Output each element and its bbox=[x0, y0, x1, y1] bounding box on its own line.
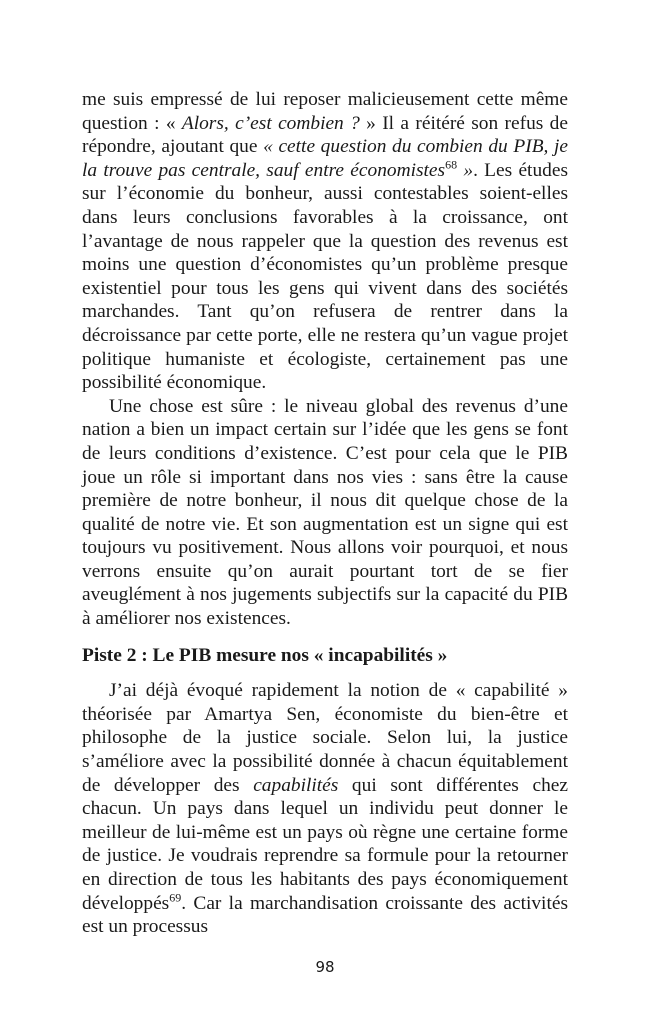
footnote-ref-69[interactable]: 69 bbox=[169, 890, 182, 905]
section-heading: Piste 2 : Le PIB mesure nos « incapabilités » bbox=[82, 644, 448, 666]
para3-emphasis-capabilites: capabilités bbox=[253, 774, 339, 796]
paragraph-3 bbox=[82, 679, 568, 939]
page-number: 98 bbox=[315, 958, 335, 976]
para3-text-b: qui sont différentes chez chacun. Un pays dans lequel un individu peut donner le meilleur de lui-même est un pays où règne une certaine forme de justice. Je voudrais reprendre sa formule pour la retourner en direction de tous les habitants des pays économiquement développés bbox=[82, 774, 568, 914]
para1-text-a: me suis empressé de lui reposer malicieusement cette même question : « bbox=[82, 89, 568, 134]
para1-quote-question: Alors, c’est combien ? bbox=[181, 112, 360, 134]
footnote-ref-68[interactable]: 68 bbox=[445, 157, 458, 172]
paragraph-2: Une chose est sûre : le niveau global des revenus d’une nation a bien un impact certain sur l’idée que les gens se font de leurs conditions d’existence. C’est pour cela que le PIB joue un rôle si important dans nos vies : sans être la cause première de notre bonheur, il nous dit quelque chose de la qualité de notre vie. Et son augmentation est un signe qui est toujours vu positivement. Nous allons voir pourquoi, et nous verrons ensuite qu’on aurait pourtant tort de se fier aveuglément à nos jugements subjectifs sur la capacité du PIB à améliorer nos existences. bbox=[82, 395, 568, 630]
para1-quote-pib: « cette question du combien du PIB, je la trouve pas centrale, sauf entre économistes bbox=[82, 136, 569, 181]
para1-text-c: . Les études sur l’économie du bonheur, aussi contestables soient-elles dans leurs conclusions favorables à la croissance, ont l’avantage de nous rappeler que la question des revenus est moins une question d’économistes qu’un problème presque existentiel pour tous les gens qui vivent dans des sociétés marchandes. Tant qu’on refusera de rentrer dans la décroissance par cette porte, elle ne restera qu’un vague projet politique humaniste et écologiste, certainement pas une possibilité économique. bbox=[82, 159, 568, 394]
para1-text-b: » Il a réitéré son refus de répondre, ajoutant que bbox=[82, 112, 568, 158]
paragraph-1 bbox=[82, 88, 568, 395]
page-body bbox=[82, 88, 568, 939]
para1-quote-close: » bbox=[457, 159, 474, 181]
para3-text-a: J’ai déjà évoqué rapidement la notion de « capabilité » théorisée par Amartya Sen, économiste du bien-être et philosophe de la justice sociale. Selon lui, la justice s’améliore avec la possibilité donnée à chacun équitablement de développer des bbox=[82, 680, 568, 796]
para3-text-c: . Car la marchandisation croissante des activités est un processus bbox=[82, 892, 568, 938]
